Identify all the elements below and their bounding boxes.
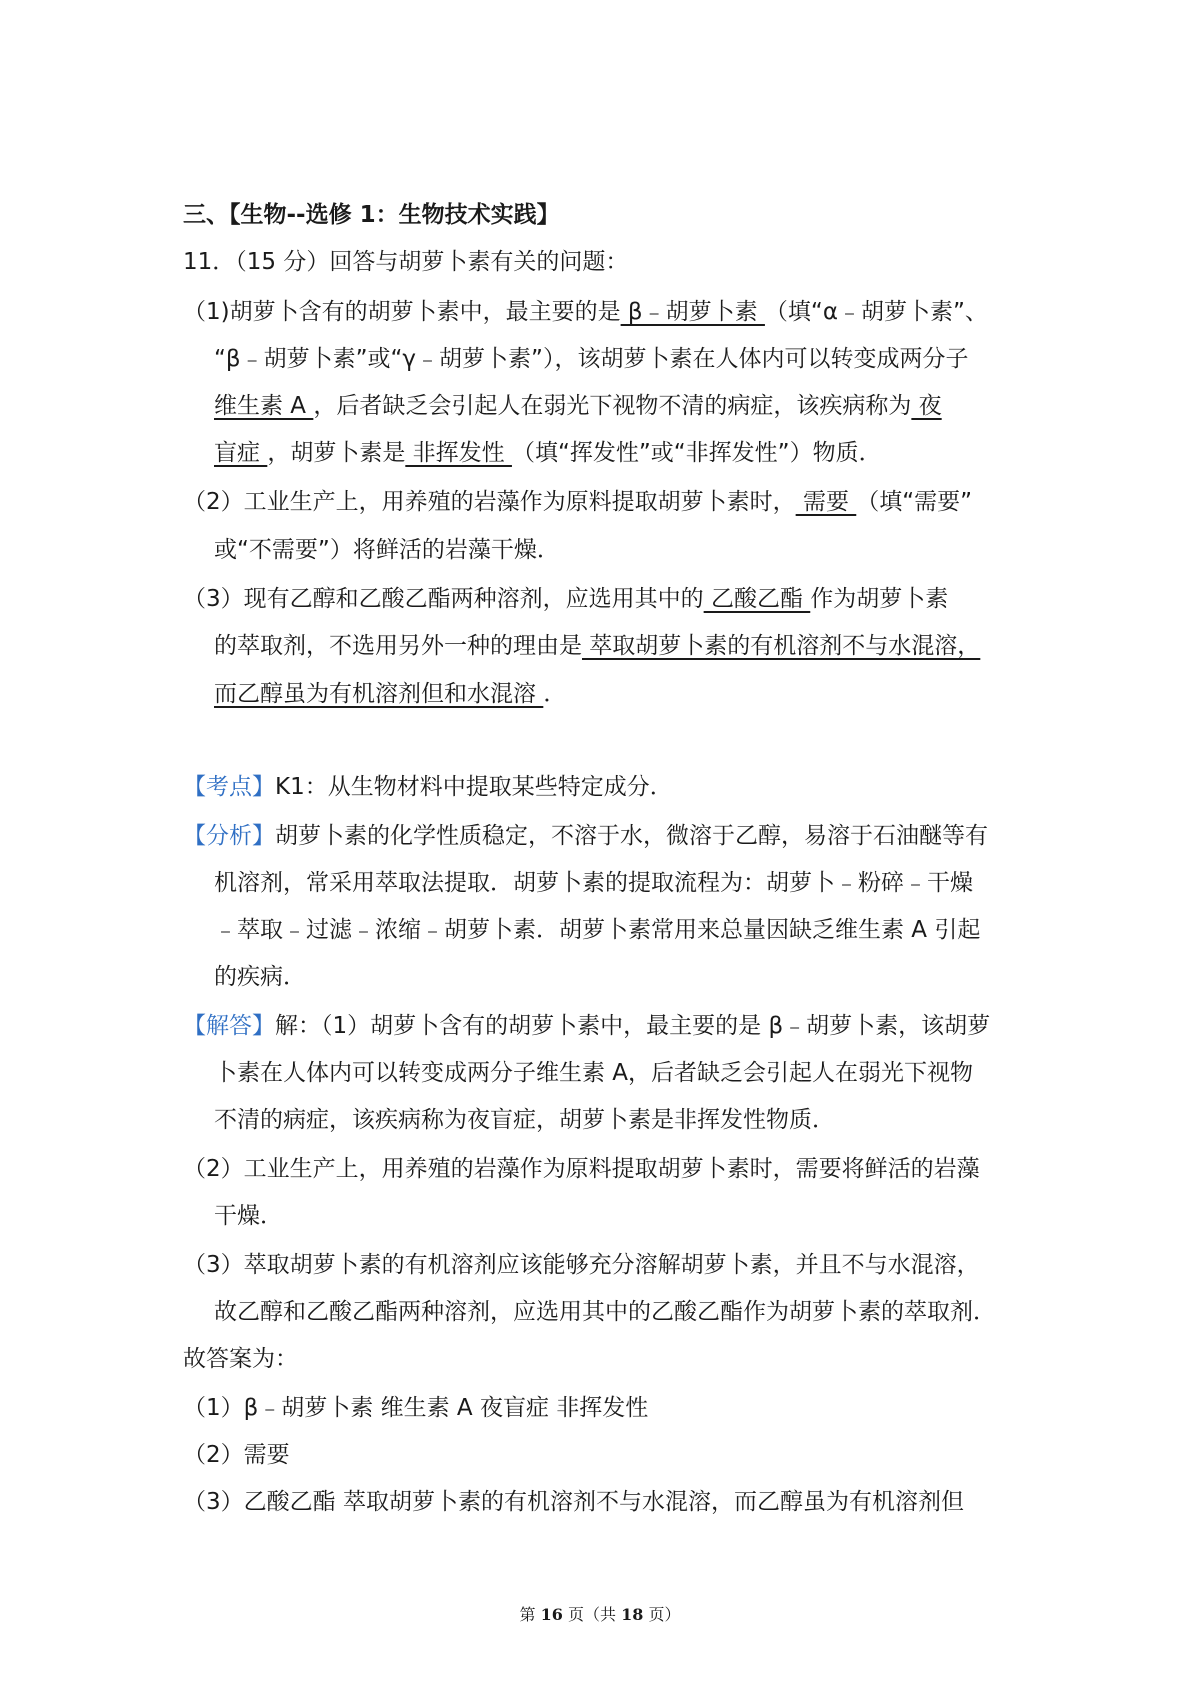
fenxi-tag: 【分析】 <box>183 823 275 849</box>
page-footer: 第 16 页（共 18 页） <box>519 1605 681 1624</box>
q1-line-4: 盲症 ，胡萝卜素是 非挥发性 （填“挥发性”或“非挥发性”）物质． <box>214 440 882 466</box>
answer-blank: 萃取胡萝卜素的有机溶剂不与水混溶， <box>582 633 981 659</box>
q3-line-3: 而乙醇虽为有机溶剂但和水混溶 ． <box>214 681 567 707</box>
jieda-line-2: 卜素在人体内可以转变成两分子维生素 A，后者缺乏会引起人在弱光下视物 <box>214 1060 974 1086</box>
answer-blank: 维生素 A <box>214 393 314 419</box>
fenxi-line-3: ﹣萃取﹣过滤﹣浓缩﹣胡萝卜素．胡萝卜素常用来总量因缺乏维生素 A 引起 <box>214 917 981 943</box>
kaodian: 【考点】K1：从生物材料中提取某些特定成分． <box>183 774 673 800</box>
jieda-line-4: （2）工业生产上，用养殖的岩藻作为原料提取胡萝卜素时，需要将鲜活的岩藻 <box>183 1156 980 1182</box>
kaodian-tag: 【考点】 <box>183 774 275 800</box>
q1-line-2: “β﹣胡萝卜素”或“γ﹣胡萝卜素”），该胡萝卜素在人体内可以转变成两分子 <box>214 346 969 372</box>
jieda-line-9: （1）β﹣胡萝卜素 维生素 A 夜盲症 非挥发性 <box>183 1395 649 1421</box>
answer-blank: 夜 <box>911 393 942 419</box>
jieda-line-5: 干燥． <box>214 1203 283 1229</box>
section-title: 三、【生物--选修 1：生物技术实践】 <box>183 202 560 228</box>
fenxi-line-1: 【分析】胡萝卜素的化学性质稳定，不溶于水，微溶于乙醇，易溶于石油醚等有 <box>183 823 988 849</box>
q3-line-1: （3）现有乙醇和乙酸乙酯两种溶剂，应选用其中的 乙酸乙酯 作为胡萝卜素 <box>183 586 949 612</box>
q2-line-1: （2）工业生产上，用养殖的岩藻作为原料提取胡萝卜素时， 需要 （填“需要” <box>183 489 973 515</box>
jieda-line-1: 【解答】解：（1）胡萝卜含有的胡萝卜素中，最主要的是 β﹣胡萝卜素，该胡萝 <box>183 1013 991 1039</box>
jieda-line-8: 故答案为： <box>183 1346 298 1372</box>
q1-line-3: 维生素 A ，后者缺乏会引起人在弱光下视物不清的病症，该疾病称为 夜 <box>214 393 942 419</box>
fenxi-line-4: 的疾病． <box>214 964 306 990</box>
jieda-tag: 【解答】 <box>183 1013 275 1039</box>
answer-blank: 而乙醇虽为有机溶剂但和水混溶 <box>214 681 544 707</box>
jieda-line-3: 不清的病症，该疾病称为夜盲症，胡萝卜素是非挥发性物质． <box>214 1107 835 1133</box>
answer-blank: 乙酸乙酯 <box>703 586 811 612</box>
jieda-line-10: （2）需要 <box>183 1442 290 1468</box>
jieda-line-6: （3）萃取胡萝卜素的有机溶剂应该能够充分溶解胡萝卜素，并且不与水混溶， <box>183 1252 980 1278</box>
q2-line-2: 或“不需要”）将鲜活的岩藻干燥． <box>214 537 560 563</box>
page-number: 16 <box>540 1605 563 1624</box>
question-header: 11．（15 分）回答与胡萝卜素有关的问题： <box>183 249 629 275</box>
answer-blank: 需要 <box>795 489 857 515</box>
q1-line-1: （1)胡萝卜含有的胡萝卜素中，最主要的是 β﹣胡萝卜素 （填“α﹣胡萝卜素”、 <box>183 299 988 325</box>
jieda-line-11: （3）乙酸乙酯 萃取胡萝卜素的有机溶剂不与水混溶，而乙醇虽为有机溶剂但 <box>183 1489 964 1515</box>
page-total: 18 <box>621 1605 644 1624</box>
answer-blank: 盲症 <box>214 440 268 466</box>
answer-blank: 非挥发性 <box>405 440 512 466</box>
q3-line-2: 的萃取剂，不选用另外一种的理由是 萃取胡萝卜素的有机溶剂不与水混溶， <box>214 633 981 659</box>
answer-blank: β﹣胡萝卜素 <box>620 299 765 325</box>
fenxi-line-2: 机溶剂，常采用萃取法提取．胡萝卜素的提取流程为：胡萝卜﹣粉碎﹣干燥 <box>214 870 973 896</box>
jieda-line-7: 故乙醇和乙酸乙酯两种溶剂，应选用其中的乙酸乙酯作为胡萝卜素的萃取剂． <box>214 1299 996 1325</box>
